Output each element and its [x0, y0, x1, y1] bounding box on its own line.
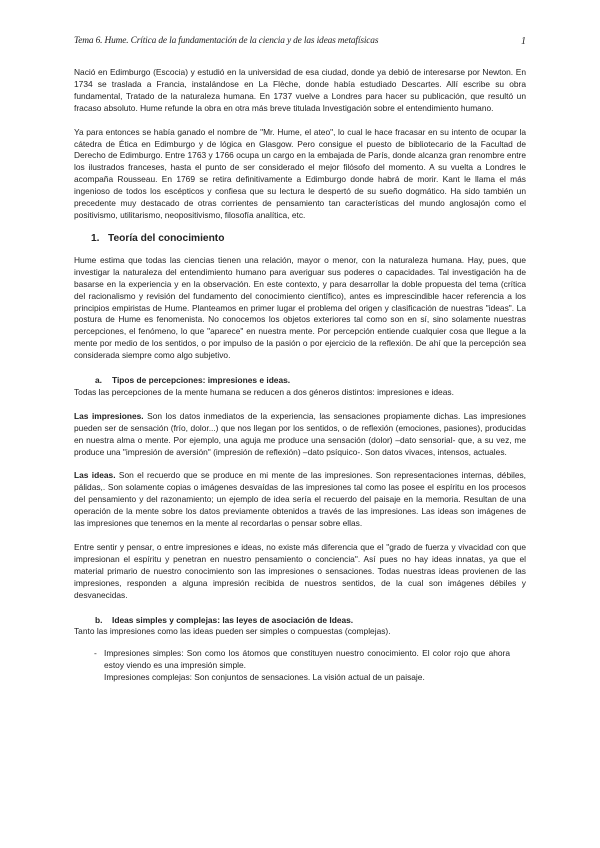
section-paragraph: Hume estima que todas las ciencias tienen una relación, mayor o menor, con la naturaleza humana. Hay, pues, que investigar la naturaleza del entendimiento humano para averiguar sus poderes o capacidades. Tal investigación ha de basarse en la experiencia y en la observación. En este contexto, y para desarrollar la doble propuesta del tema (crítica del racionalismo y revisión del fundamento del conocimiento científico), antes es imprescindible hacer referencia a los principios empiristas de Hume. Planteamos en primer lugar el problema del origen y clasificación de nuestras "ideas". La postura de Hume es fenomenista. No conocemos los objetos exteriores tal como son en sí, sino solamente nuestras percepciones, el fenómeno, lo que "aparece" en nuestra mente. Por percepción entiende cualquier cosa que llegue a la mente por medio de los sentidos, o por impulso de la pasión o por ejercicio de la reflexión. De ahí que la percepción sea considerada siempre como algo subjetivo.	[74, 254, 526, 361]
impresiones-lead: Las impresiones.	[74, 410, 144, 421]
subsection-letter-b: b.	[95, 614, 103, 625]
ideas-lead: Las ideas.	[74, 470, 116, 481]
section-title: Teoría del conocimiento	[108, 232, 225, 244]
impresiones-paragraph	[74, 411, 526, 459]
impressions-list	[74, 648, 526, 684]
running-header	[74, 36, 526, 50]
header-title: Tema 6. Hume. Crítica de la fundamentación de la ciencia y de las ideas metafísicas	[74, 36, 379, 46]
subsection-heading-b	[74, 615, 526, 627]
list-item-complex: Impresiones complejas: Son conjuntos de sensaciones. La visión actual de un paisaje.	[104, 672, 425, 683]
intro-paragraph-1: Nació en Edimburgo (Escocia) y estudió en la universidad de esa ciudad, donde ya debió de interesarse por Newton. En 1734 se traslada a Francia, instalándose en La Flèche, donde había estudiado Descartes. Allí escribe su obra fundamental, Tratado de la naturaleza humana. En 1737 vuelve a Londres para hacer su publicación, que resultó un fracaso absoluto. Hume refunde la obra en otra más breve titulada Investigación sobre el entendimiento humano.	[74, 67, 526, 113]
page-number: 1	[521, 36, 526, 47]
section-heading	[74, 233, 526, 244]
impresiones-text: Son los datos inmediatos de la experiencia, las sensaciones propiamente dichas. Las impresiones pueden ser de sensación (frío, dolor...) que nos llegan por los sentidos, o de reflexión (emociones, pasiones), producidas en nuestra alma o mente. Por ejemplo, una aguja me produce una sensación (dolor) –dato sensorial- que, a su vez, me produce una "impresión de aversión" (impresión de reflexión) –dato psíquico-. Son datos vivaces, intensos, actuales.	[74, 410, 526, 457]
list-dash: -	[94, 648, 97, 659]
list-item-simple: Impresiones simples: Son como los átomos que constituyen nuestro conocimiento. El color rojo que ahora estoy viendo es una impresión simple.	[104, 648, 510, 671]
intro-paragraph-2: Ya para entonces se había ganado el nombre de "Mr. Hume, el ateo", lo cual le hace fracasar en su intento de ocupar la cátedra de Ética en Edimburgo y de lógica en Glasgow. Pero consigue el puesto de bibliotecario de la Facultad de Derecho de Edimburgo. Entre 1763 y 1766 ocupa un cargo en la embajada de París, donde alcanza gran renombre entre los ilustrados franceses, hasta el punto de ser considerado el mejor filósofo del momento. A su vuelta a Londres le acompaña Rousseau. En 1769 se retira definitivamente a Edimburgo donde habrá de morir. Kant le llama el más ingenioso de todos los escépticos y confiesa que su lectura le despertó de su sueño dogmático. Ha sido también un precedente muy destacado de otras corrientes de pensamiento tan características del mundo anglosajón como el positivismo, utilitarismo, neopositivismo, filosofía analítica, etc.	[74, 126, 526, 220]
section-number: 1.	[91, 232, 100, 244]
subsection-title-b: Ideas simples y complejas: las leyes de asociación de Ideas.	[112, 614, 354, 625]
subsection-heading-a	[74, 375, 526, 387]
ideas-paragraph	[74, 470, 526, 530]
subsection-b-intro: Tanto las impresiones como las ideas pueden ser simples o compuestas (complejas).	[74, 626, 391, 637]
list-items	[104, 648, 510, 684]
closing-paragraph: Entre sentir y pensar, o entre impresiones e ideas, no existe más diferencia que el "grado de fuerza y vivacidad con que impresionan el espíritu y penetran en nuestro pensamiento o conciencia". Así pues no hay ideas innatas, ya que el material primario de nuestro conocimiento son las impresiones o sensaciones. Todas nuestras ideas provienen de las impresiones, responden a alguna impresión recibida de nuestros sentidos, de la cual son imágenes débiles y desvanecidas.	[74, 542, 526, 600]
ideas-text: Son el recuerdo que se produce en mi mente de las impresiones. Son representaciones internas, débiles, pálidas,. Son solamente copias o imágenes desvaídas de las impresiones tal como las posee el espíritu en los procesos del pensamiento y del razonamiento; un ejemplo de idea sería el recuerdo del paisaje en la memoria. Resultan de una operación de la mente sobre los datos previamente obtenidos a través de las impresiones. Las ideas son imágenes de las impresiones que tenemos en la mente al recordarlas o pensar sobre ellas.	[74, 470, 526, 529]
subsection-letter-a: a.	[95, 375, 102, 386]
document-body	[74, 67, 526, 684]
subsection-title-a: Tipos de percepciones: impresiones e ideas.	[112, 375, 291, 386]
subsection-a-intro: Todas las percepciones de la mente humana se reducen a dos géneros distintos: impresiones e ideas.	[74, 386, 454, 397]
